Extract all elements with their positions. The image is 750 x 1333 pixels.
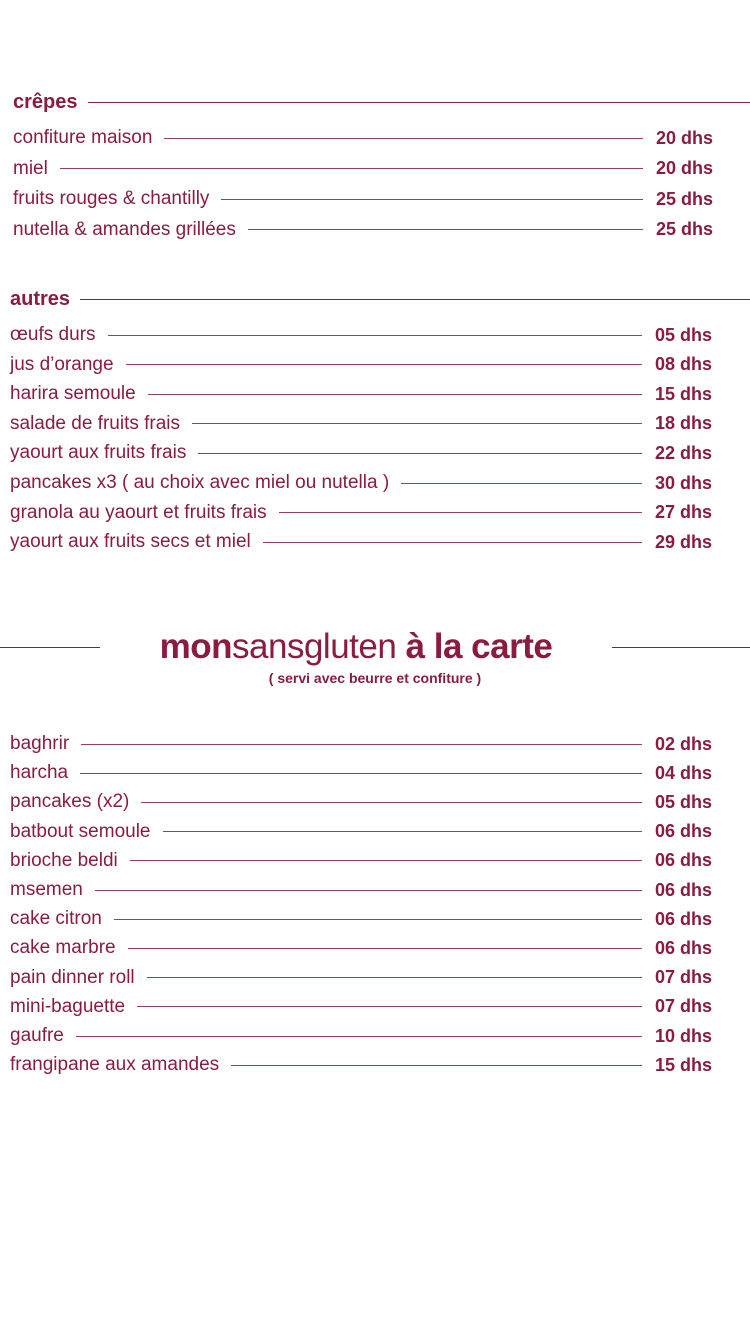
menu-item-price: 05 dhs bbox=[654, 791, 712, 812]
menu-item-leader bbox=[198, 453, 642, 454]
menu-item-leader bbox=[80, 773, 642, 774]
menu-item-price: 27 dhs bbox=[654, 502, 712, 523]
menu-item bbox=[10, 380, 712, 408]
menu-item-leader bbox=[126, 364, 642, 365]
menu-item-leader bbox=[163, 831, 643, 832]
menu-item-name: baghrir bbox=[10, 733, 70, 754]
menu-item-price: 06 dhs bbox=[654, 850, 712, 871]
menu-item-price: 30 dhs bbox=[654, 472, 712, 493]
menu-item-name: jus d’orange bbox=[10, 353, 114, 375]
menu-item-name: pancakes x3 ( au choix avec miel ou nutella ) bbox=[10, 472, 390, 493]
autres-header bbox=[0, 286, 750, 312]
menu-item-price: 02 dhs bbox=[654, 733, 712, 754]
menu-item-name: fruits rouges & chantilly bbox=[13, 188, 210, 209]
menu-item-leader bbox=[263, 542, 642, 543]
menu-item bbox=[10, 818, 712, 846]
menu-item-price: 06 dhs bbox=[654, 821, 712, 842]
menu-item-leader bbox=[108, 335, 642, 336]
menu-item-price: 04 dhs bbox=[654, 762, 712, 783]
menu-item-name: yaourt aux fruits frais bbox=[10, 442, 187, 464]
carte-subtitle: ( servi avec beurre et confiture ) bbox=[268, 670, 482, 686]
menu-item-price: 20 dhs bbox=[655, 158, 713, 178]
carte-title-regular: sansgluten bbox=[232, 627, 397, 666]
menu-item-name: frangipane aux amandes bbox=[10, 1054, 220, 1076]
menu-item bbox=[13, 155, 713, 183]
menu-item-name: brioche beldi bbox=[10, 849, 118, 871]
menu-item bbox=[10, 439, 712, 467]
menu-item-leader bbox=[248, 229, 643, 230]
menu-item-price: 07 dhs bbox=[654, 996, 712, 1017]
menu-item bbox=[10, 321, 712, 349]
menu-item-leader bbox=[128, 948, 642, 949]
menu-item bbox=[10, 759, 712, 787]
menu-item-name: cake citron bbox=[10, 908, 102, 930]
menu-item-price: 29 dhs bbox=[654, 531, 712, 552]
carte-title-bold-2: à la carte bbox=[405, 627, 553, 666]
menu-item-name: pancakes (x2) bbox=[10, 791, 130, 813]
menu-item-name: granola au yaourt et fruits frais bbox=[10, 501, 267, 523]
menu-item-price: 25 dhs bbox=[655, 188, 713, 209]
carte-left-rule bbox=[0, 647, 100, 648]
menu-item-name: batbout semoule bbox=[10, 820, 151, 842]
menu-item-leader bbox=[401, 483, 642, 484]
menu-item-price: 15 dhs bbox=[654, 1054, 712, 1075]
autres-rule bbox=[80, 299, 750, 300]
crepes-header bbox=[0, 89, 750, 115]
menu-item-leader bbox=[148, 394, 642, 395]
menu-item bbox=[13, 216, 713, 244]
menu-item-price: 06 dhs bbox=[654, 879, 712, 900]
menu-item-name: salade de fruits frais bbox=[10, 412, 181, 434]
menu-item bbox=[10, 528, 712, 556]
menu-item-leader bbox=[141, 802, 642, 803]
menu-item-price: 08 dhs bbox=[654, 354, 712, 375]
menu-item-name: harcha bbox=[10, 762, 69, 784]
menu-item-name: yaourt aux fruits secs et miel bbox=[10, 531, 251, 553]
carte-title bbox=[100, 627, 612, 667]
menu-item bbox=[10, 847, 712, 875]
menu-item bbox=[10, 788, 712, 816]
carte-title-bold-1: mon bbox=[159, 627, 233, 666]
menu-item-price: 10 dhs bbox=[654, 1025, 712, 1046]
menu-item-price: 25 dhs bbox=[655, 219, 713, 239]
menu-item-name: nutella & amandes grillées bbox=[13, 218, 236, 240]
menu-item-leader bbox=[137, 1006, 642, 1007]
autres-title: autres bbox=[10, 287, 71, 310]
menu-item-leader bbox=[164, 138, 643, 139]
menu-item bbox=[10, 469, 712, 497]
menu-item-price: 06 dhs bbox=[654, 908, 712, 929]
menu-item bbox=[10, 351, 712, 379]
menu-item bbox=[10, 499, 712, 527]
menu-item-name: œufs durs bbox=[10, 324, 96, 345]
menu-item-price: 06 dhs bbox=[654, 937, 712, 958]
menu-item-leader bbox=[114, 919, 642, 920]
menu-item-name: miel bbox=[13, 157, 48, 179]
menu-item-leader bbox=[279, 512, 642, 513]
menu-item-price: 05 dhs bbox=[654, 324, 712, 345]
menu-item-name: msemen bbox=[10, 879, 83, 900]
menu-item bbox=[10, 730, 712, 758]
menu-item bbox=[10, 876, 712, 904]
menu-item-name: gaufre bbox=[10, 1025, 64, 1046]
menu-item-leader bbox=[192, 423, 642, 424]
menu-item-price: 18 dhs bbox=[654, 413, 712, 434]
menu-item-leader bbox=[147, 977, 642, 978]
menu-item bbox=[13, 124, 713, 152]
menu-item-leader bbox=[60, 168, 643, 169]
crepes-title: crêpes bbox=[13, 90, 78, 113]
menu-item-leader bbox=[76, 1036, 642, 1037]
menu-item bbox=[10, 905, 712, 933]
menu-item-leader bbox=[130, 860, 642, 861]
menu-item-leader bbox=[81, 744, 642, 745]
menu-item bbox=[10, 1051, 712, 1079]
menu-item bbox=[10, 934, 712, 962]
carte-right-rule bbox=[612, 647, 750, 648]
menu-item-leader bbox=[221, 199, 643, 200]
menu-item-name: confiture maison bbox=[13, 127, 153, 148]
menu-item-price: 20 dhs bbox=[655, 127, 713, 148]
menu-item-name: cake marbre bbox=[10, 937, 116, 959]
menu-item bbox=[10, 993, 712, 1021]
crepes-section bbox=[0, 89, 750, 115]
menu-item bbox=[10, 964, 712, 992]
menu-item-price: 07 dhs bbox=[654, 967, 712, 988]
menu-item-price: 22 dhs bbox=[654, 442, 712, 463]
carte-title-row bbox=[0, 625, 750, 669]
menu-item bbox=[10, 1022, 712, 1050]
menu-item-leader bbox=[231, 1065, 642, 1066]
menu-item-name: mini-baguette bbox=[10, 995, 126, 1017]
menu-item-name: harira semoule bbox=[10, 383, 136, 405]
autres-section bbox=[0, 286, 750, 312]
crepes-rule bbox=[88, 102, 750, 103]
menu-item-price: 15 dhs bbox=[654, 383, 712, 404]
menu-item bbox=[10, 410, 712, 438]
menu-item-name: pain dinner roll bbox=[10, 966, 135, 988]
menu-item-leader bbox=[95, 890, 642, 891]
menu-item bbox=[13, 185, 713, 213]
